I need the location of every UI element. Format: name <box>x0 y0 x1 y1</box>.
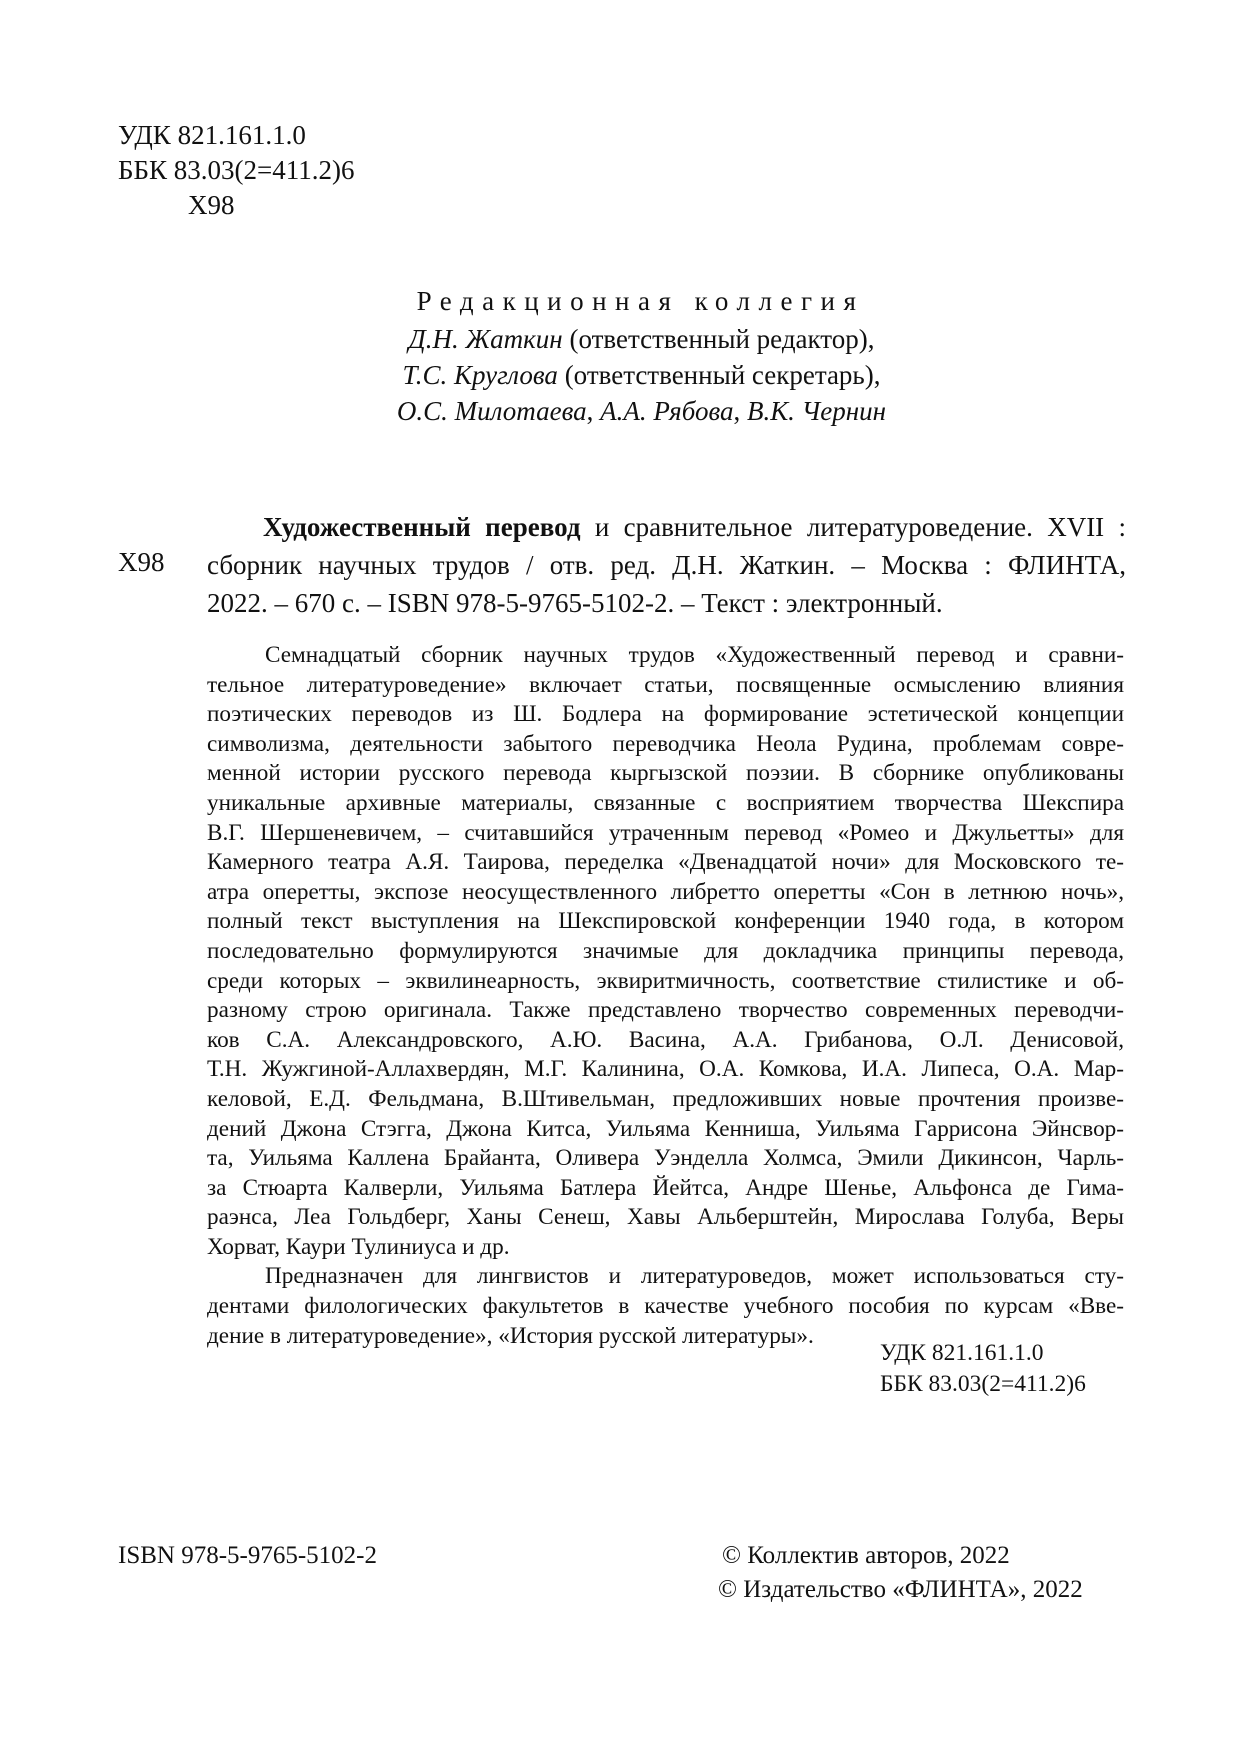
annotation-line: раэнса, Леа Гольдберг, Ханы Сенеш, Хавы Альберштейн, Мирослава Голуба, Веры <box>207 1204 1124 1231</box>
annotation-line: тельное литературоведение» включает статьи, посвященные осмыслению влияния <box>207 671 1124 698</box>
annotation-line: Хорват, Каури Тулиниуса и др. <box>207 1233 510 1260</box>
annotation-line: разному строю оригинала. Также представлено творчество современных переводчи- <box>207 997 1124 1024</box>
bibliographic-line <box>207 508 1126 546</box>
editorial-board-member <box>0 321 1241 357</box>
annotation-line: атра оперетты, экспозе неосуществленного либретто оперетты «Сон в летнюю ночь», <box>207 878 1124 905</box>
bibliographic-side-mark: Х98 <box>118 547 165 577</box>
member-name: Д.Н. Жаткин <box>408 324 563 354</box>
bbk-code: ББК 83.03(2=411.2)6 <box>118 155 355 185</box>
annotation-line: ков С.А. Александровского, А.Ю. Васина, А.А. Грибанова, О.Л. Денисовой, <box>207 1026 1124 1053</box>
isbn: ISBN 978-5-9765-5102-2 <box>118 1542 378 1569</box>
annotation-line: дентами филологических факультетов в качестве учебного пособия по курсам «Вве- <box>207 1293 1124 1320</box>
member-name: А.А. Рябова <box>600 396 734 426</box>
udk-code: УДК 821.161.1.0 <box>118 120 306 150</box>
copyright-authors: © Коллектив авторов, 2022 <box>722 1542 1010 1569</box>
bbk-code: ББК 83.03(2=411.2)6 <box>880 1371 1086 1397</box>
member-name: О.С. Милотаева <box>396 396 587 426</box>
copyright-block <box>718 1539 1083 1607</box>
member-name: В.К. Чернин <box>747 396 887 426</box>
annotation-line: за Стюарта Калверли, Уильяма Батлера Йейтса, Андре Шенье, Альфонса де Гима- <box>207 1174 1124 1201</box>
member-name: Т.С. Круглова <box>402 360 558 390</box>
annotation-line: Камерного театра А.Я. Таирова, переделка «Двенадцатой ночи» для Московского те- <box>207 849 1124 876</box>
author-mark: Х98 <box>188 190 235 220</box>
member-role: (ответственный редактор), <box>562 324 875 354</box>
editorial-board-member-list <box>0 393 1241 429</box>
book-title: Художественный перевод <box>263 512 581 542</box>
annotation-line: последовательно формулируются значимые для докладчика принципы перевода, <box>207 937 1124 964</box>
editorial-board <box>0 283 1241 429</box>
classification-codes <box>118 118 354 223</box>
annotation-line: поэтических переводов из Ш. Бодлера на формирование эстетической концепции <box>207 701 1124 728</box>
annotation-line: полный текст выступления на Шекспировской конференции 1940 года, в котором <box>207 908 1124 935</box>
bibliographic-line: сборник научных трудов / отв. ред. Д.Н. Жаткин. – Москва : ФЛИНТА, <box>207 550 1126 580</box>
annotation-line: Семнадцатый сборник научных трудов «Художественный перевод и сравни- <box>265 642 1124 668</box>
annotation-line: уникальные архивные материалы, связанные с восприятием творчества Шекспира <box>207 789 1124 816</box>
separator: , <box>733 396 747 426</box>
bibliographic-line: 2022. – 670 с. – ISBN 978-5-9765-5102-2. – Текст : электронный. <box>207 588 943 618</box>
annotation-line: В.Г. Шершеневичем, – считавшийся утраченным перевод «Ромео и Джульетты» для <box>207 819 1124 846</box>
annotation-line: дений Джона Стэгга, Джона Китса, Уильяма Кенниша, Уильяма Гаррисона Эйнсвор- <box>207 1115 1124 1142</box>
book-subtitle: и сравнительное литературоведение. XVII : <box>580 512 1126 542</box>
annotation-line: Предназначен для лингвистов и литературоведов, может использоваться сту- <box>265 1263 1124 1290</box>
annotation-line: символизма, деятельности забытого переводчика Неола Рудина, проблемам совре- <box>207 730 1124 757</box>
copyright-publisher: © Издательство «ФЛИНТА», 2022 <box>718 1576 1083 1603</box>
annotation-line: келовой, Е.Д. Фельдмана, В.Штивельман, предложивших новые прочтения произве- <box>207 1085 1124 1112</box>
annotation-line: Т.Н. Жужгиной-Аллахвердян, М.Г. Калинина, О.А. Комкова, И.А. Липеса, О.А. Мар- <box>207 1056 1124 1083</box>
annotation-line: та, Уильяма Каллена Брайанта, Оливера Уэнделла Холмса, Эмили Дикинсон, Чарль- <box>207 1145 1124 1172</box>
annotation-line: менной истории русского перевода кыргызской поэзии. В сборнике опубликованы <box>207 760 1124 787</box>
annotation-line: среди которых – эквилинеарность, эквиритмичность, соответствие стилистике и об- <box>207 967 1124 994</box>
udk-code: УДК 821.161.1.0 <box>880 1340 1044 1366</box>
annotation-classification-codes <box>880 1338 1086 1400</box>
editorial-board-member <box>0 357 1241 393</box>
member-role: (ответственный секретарь), <box>557 360 881 390</box>
separator: , <box>586 396 601 426</box>
bibliographic-entry <box>207 508 1126 622</box>
annotation <box>207 641 1124 1351</box>
annotation-line: дение в литературоведение», «История русской литературы». <box>207 1322 814 1349</box>
editorial-board-heading: Редакционная коллегия <box>416 286 865 316</box>
